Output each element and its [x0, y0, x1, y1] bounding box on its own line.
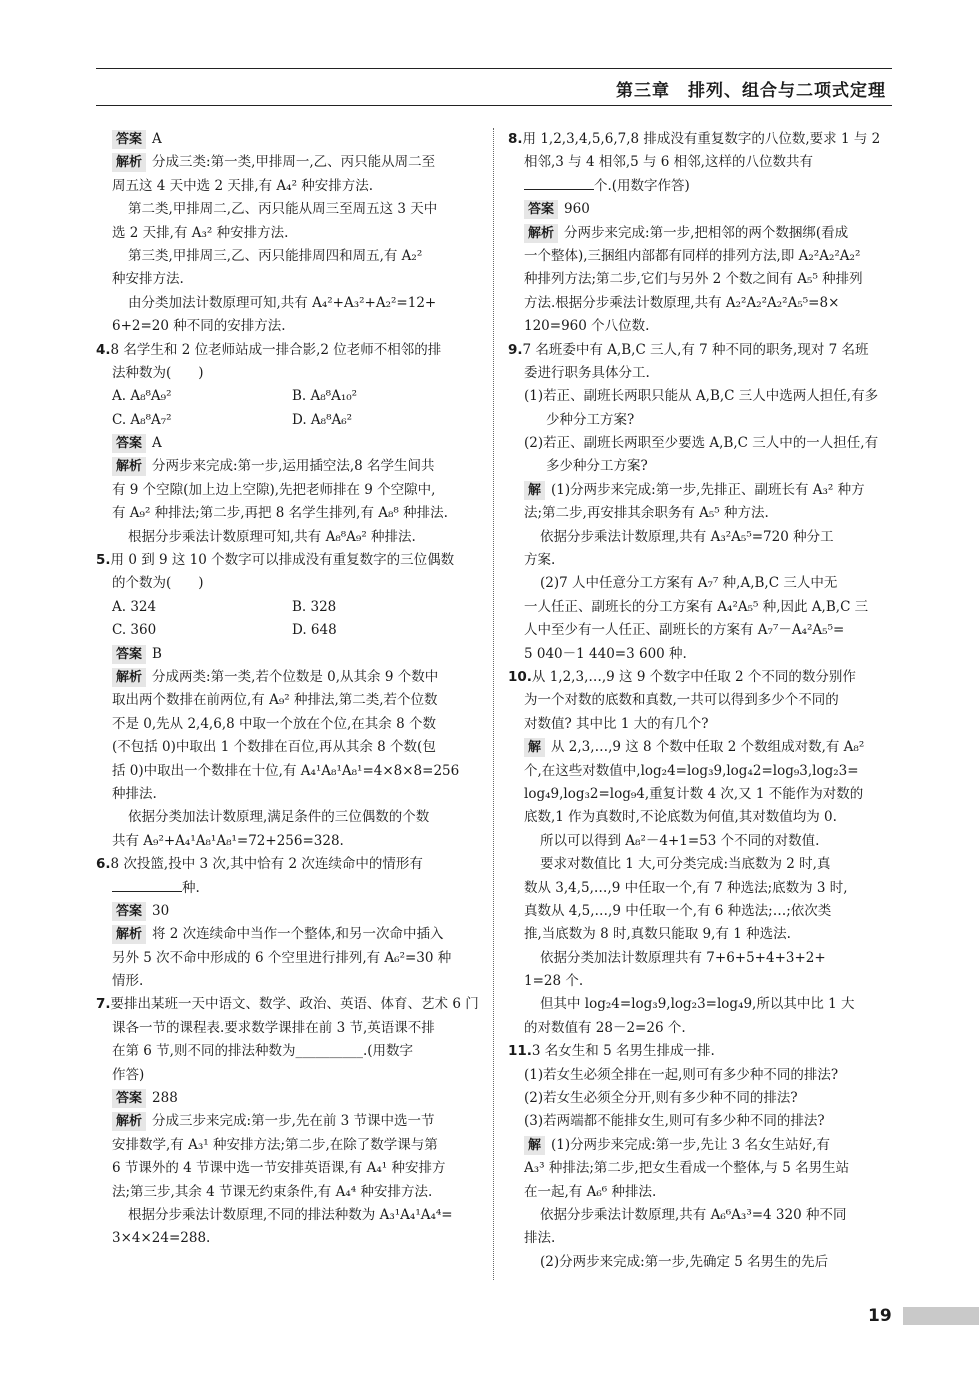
text-line — [96, 900, 480, 923]
question-number: 8. — [508, 131, 523, 147]
text-line — [96, 877, 480, 900]
text-line — [96, 198, 480, 221]
line-text: 960 — [564, 201, 590, 218]
line-text: 依据分类加法计数原理,满足条件的三位偶数的个数 — [128, 809, 430, 826]
line-text: 3×4×24=288. — [112, 1230, 211, 1247]
line-text: 第三类,甲排周三,乙、丙只能排周四和周五,有 A₂² — [128, 247, 423, 264]
line-text: 种. — [182, 879, 200, 896]
line-text: 种排列方法;第二步,它们与另外 2 个数之间有 A₅⁵ 种排列 — [524, 271, 863, 288]
text-line — [96, 619, 480, 642]
line-text: 1=28 个. — [524, 973, 584, 990]
line-text: 要求对数值比 1 大,可分类完成:当底数为 2 时,真 — [540, 856, 831, 873]
line-text: 分两步来完成:第一步,把相邻的两个数捆绑(看成 — [564, 224, 849, 241]
text-line — [508, 596, 894, 619]
text-line — [508, 1017, 894, 1040]
line-text: 根据分步乘法计数原理可知,共有 A₈⁸A₉² 种排法. — [128, 528, 416, 545]
text-line — [508, 268, 894, 291]
text-line — [508, 619, 894, 642]
line-text: 括 0)中取出一个数排在十位,有 A₄¹A₈¹A₈¹=4×8×8=256 — [112, 762, 460, 779]
question-number: 11. — [508, 1043, 532, 1060]
choice-option: A. 324 — [112, 598, 157, 615]
text-line — [96, 409, 480, 432]
line-text: 依据分步乘法计数原理,共有 A₃²A₅⁵=720 种分工 — [540, 528, 834, 545]
line-text: 8 次投篮,投中 3 次,其中恰有 2 次连续命中的情形有 — [110, 856, 423, 873]
text-line — [508, 245, 894, 268]
line-text: 课各一节的课程表.要求数学课排在前 3 节,英语课不排 — [112, 1019, 435, 1036]
line-text: 从 1,2,3,…,9 这 9 个数字中任取 2 个不同的数分别作 — [531, 668, 856, 685]
text-line — [508, 1204, 894, 1227]
chapter-title: 第三章 排列、组合与二项式定理 — [616, 81, 886, 101]
text-line — [508, 689, 894, 712]
text-line — [508, 1064, 894, 1087]
line-text: A — [152, 131, 162, 147]
left-column — [96, 128, 480, 1251]
line-text: 但其中 log₂4=log₃9,log₂3=log₄9,所以其中比 1 大 — [540, 996, 855, 1013]
line-text: 288 — [152, 1090, 178, 1107]
text-line — [508, 877, 894, 900]
line-text: 种排法. — [112, 785, 157, 802]
text-line — [96, 736, 480, 759]
line-text: 另外 5 次不命中形成的 6 个空里进行排列,有 A₆²=30 种 — [112, 949, 452, 966]
line-text: 30 — [152, 902, 170, 919]
line-text: 真数从 4,5,…,9 中任取一个,有 6 种选法;…;依次类 — [524, 902, 832, 919]
line-text: (1)分两步来完成:第一步,先排正、副班长有 A₃² 种方 — [551, 481, 865, 498]
line-text: 依据分类加法计数原理共有 7+6+5+4+3+2+ — [540, 949, 826, 966]
line-text: 法;第三步,其余 4 节课无约束条件,有 A₄⁴ 种安排方法. — [112, 1183, 433, 1200]
line-text: 推,当底数为 8 时,真数只能取 9,有 1 种选法. — [524, 926, 791, 943]
text-line — [508, 806, 894, 829]
text-line — [508, 1087, 894, 1110]
text-line — [508, 385, 894, 408]
label-tag: 解析 — [112, 1112, 146, 1131]
text-line — [96, 947, 480, 970]
text-line — [96, 1204, 480, 1227]
line-text: A — [152, 435, 162, 452]
text-line — [96, 549, 480, 572]
line-text: (1)分两步来完成:第一步,先让 3 名女生站好,有 — [551, 1136, 830, 1153]
line-text: 分两步来完成:第一步,运用插空法,8 名学生间共 — [152, 458, 435, 475]
text-line — [508, 222, 894, 245]
text-line — [508, 455, 894, 478]
text-line — [96, 713, 480, 736]
question-number: 4. — [96, 341, 111, 358]
right-column — [508, 128, 894, 1274]
line-text: 在一起,有 A₆⁶ 种排法. — [524, 1183, 657, 1200]
line-text: 底数,1 作为真数时,不论底数为何值,其对数值均为 0. — [524, 809, 837, 826]
line-text: 法种数为( ) — [112, 364, 204, 381]
question-number: 5. — [96, 552, 111, 569]
text-line — [508, 151, 894, 174]
line-text: 8 名学生和 2 位老师站成一排合影,2 位老师不相邻的排 — [110, 341, 442, 358]
line-text: 委进行职务具体分工. — [524, 364, 650, 381]
text-line — [96, 268, 480, 291]
text-line — [508, 853, 894, 876]
label-tag: 答案 — [112, 130, 146, 149]
text-line — [508, 1227, 894, 1250]
line-text: 有 9 个空隙(加上边上空隙),先把老师排在 9 个空隙中, — [112, 481, 436, 498]
column-divider — [493, 128, 494, 1280]
text-line — [96, 806, 480, 829]
text-line — [508, 549, 894, 572]
line-text: 从 2,3,…,9 这 8 个数中任取 2 个数组成对数,有 A₈² — [551, 739, 865, 756]
text-line — [96, 596, 480, 619]
text-line — [96, 455, 480, 478]
line-text: 数从 3,4,5,…,9 中任取一个,有 7 种选法;底数为 3 时, — [524, 879, 848, 896]
line-text: 为一个对数的底数和真数,一共可以得到多少个不同的 — [524, 692, 839, 709]
choice-option: B. A₈⁸A₁₀² — [292, 388, 358, 405]
text-line — [96, 175, 480, 198]
text-line — [96, 1017, 480, 1040]
label-tag: 答案 — [112, 434, 146, 453]
text-line — [96, 128, 480, 151]
line-text: (2)若女生必须全分开,则有多少种不同的排法? — [524, 1090, 798, 1107]
text-line — [96, 1064, 480, 1087]
text-line — [96, 830, 480, 853]
text-line — [96, 783, 480, 806]
text-line — [508, 993, 894, 1016]
page-header — [96, 68, 892, 106]
line-text: 个.(用数字作答) — [594, 177, 690, 194]
text-line — [96, 1181, 480, 1204]
text-line — [96, 1087, 480, 1110]
line-text: 在第 6 节,则不同的排法种数为__________.(用数字 — [112, 1043, 414, 1060]
label-tag: 解析 — [112, 668, 146, 687]
text-line — [96, 362, 480, 385]
line-text: 用 0 到 9 这 10 个数字可以排成没有重复数字的三位偶数 — [110, 552, 455, 569]
label-tag: 解析 — [524, 224, 558, 243]
text-line — [96, 1227, 480, 1250]
text-line — [96, 853, 480, 876]
text-line — [508, 362, 894, 385]
label-tag: 答案 — [112, 902, 146, 921]
line-text: (2)7 人中任意分工方案有 A₇⁷ 种,A,B,C 三人中无 — [540, 575, 838, 592]
question-number: 7. — [96, 996, 111, 1013]
line-text: 种安排方法. — [112, 271, 184, 288]
text-line — [508, 947, 894, 970]
line-text: (1)若女生必须全排在一起,则可有多少种不同的排法? — [524, 1066, 839, 1083]
line-text: 有 A₉² 种排法;第二步,再把 8 名学生排列,有 A₈⁸ 种排法. — [112, 505, 448, 522]
line-text: 相邻,3 与 4 相邻,5 与 6 相邻,这样的八位数共有 — [524, 154, 813, 171]
text-line — [96, 479, 480, 502]
text-line — [96, 572, 480, 595]
line-text: 分成两类:第一类,若个位数是 0,从其余 9 个数中 — [152, 668, 439, 685]
text-line — [96, 432, 480, 455]
text-line — [508, 526, 894, 549]
text-line — [96, 292, 480, 315]
text-line — [508, 175, 894, 198]
fill-blank — [112, 877, 182, 892]
line-text: 分成三类:第一类,甲排周一,乙、丙只能从周二至 — [152, 154, 436, 171]
text-line — [96, 1040, 480, 1063]
text-line — [508, 643, 894, 666]
line-text: (2)分两步来完成:第一步,先确定 5 名男生的先后 — [540, 1253, 829, 1270]
line-text: 所以可以得到 A₈²－4+1=53 个不同的对数值. — [540, 832, 820, 849]
line-text: 法;第二步,再安排其余职务有 A₅⁵ 种方法. — [524, 505, 769, 522]
line-text: 要排出某班一天中语文、数学、政治、英语、体育、艺术 6 门 — [110, 996, 479, 1013]
line-text: 排法. — [524, 1230, 556, 1247]
line-text: 根据分步乘法计数原理,不同的排法种数为 A₃¹A₄¹A₄⁴= — [128, 1206, 453, 1223]
text-line — [508, 666, 894, 689]
text-line — [96, 315, 480, 338]
text-line — [96, 643, 480, 666]
line-text: 情形. — [112, 973, 144, 990]
text-line — [96, 151, 480, 174]
line-text: 5 040－1 440=3 600 种. — [524, 645, 687, 662]
page-number: 19 — [868, 1306, 892, 1326]
line-text: 一人任正、副班长的分工方案有 A₄²A₅⁵ 种,因此 A,B,C 三 — [524, 598, 869, 615]
text-line — [96, 1157, 480, 1180]
choice-option: D. 648 — [292, 622, 337, 639]
question-number: 9. — [508, 341, 523, 358]
text-line — [508, 1134, 894, 1157]
line-text: 的个数为( ) — [112, 575, 204, 592]
fill-blank — [524, 175, 594, 190]
line-text: 取出两个数排在前两位,有 A₉² 种排法,第二类,若个位数 — [112, 692, 438, 709]
text-line — [508, 736, 894, 759]
page-number-bar — [903, 1307, 979, 1325]
text-line — [508, 479, 894, 502]
line-text: 方法.根据分步乘法计数原理,共有 A₂²A₂²A₂²A₅⁵=8× — [524, 294, 840, 311]
line-text: 6+2=20 种不同的安排方法. — [112, 318, 286, 335]
text-line — [96, 385, 480, 408]
text-line — [96, 1134, 480, 1157]
text-line — [96, 245, 480, 268]
text-line — [508, 1251, 894, 1274]
line-text: 选 2 天排,有 A₃² 种安排方法. — [112, 224, 289, 241]
line-text: 多少种分工方案? — [546, 458, 648, 475]
line-text: 由分类加法计数原理可知,共有 A₄²+A₃²+A₂²=12+ — [128, 294, 437, 311]
label-tag: 解析 — [112, 925, 146, 944]
line-text: 人中至少有一人任正、副班长的方案有 A₇⁷－A₄²A₅⁵= — [524, 622, 845, 639]
text-line — [96, 689, 480, 712]
line-text: 将 2 次连续命中当作一个整体,和另一次命中插入 — [152, 926, 444, 943]
text-line — [508, 502, 894, 525]
text-line — [508, 292, 894, 315]
text-line — [508, 783, 894, 806]
label-tag: 答案 — [524, 200, 558, 219]
label-tag: 解析 — [112, 457, 146, 476]
line-text: A₃³ 种排法;第二步,把女生看成一个整体,与 5 名男生站 — [524, 1160, 850, 1177]
line-text: 6 节课外的 4 节课中选一节安排英语课,有 A₄¹ 种安排方 — [112, 1160, 446, 1177]
line-text: 120=960 个八位数. — [524, 318, 650, 335]
text-line — [96, 970, 480, 993]
text-line — [96, 339, 480, 362]
text-line — [96, 760, 480, 783]
text-line — [96, 222, 480, 245]
label-tag: 解 — [524, 738, 545, 757]
text-line — [508, 315, 894, 338]
question-number: 6. — [96, 856, 111, 873]
text-line — [96, 923, 480, 946]
question-number: 10. — [508, 668, 532, 685]
line-text: 个,在这些对数值中,log₂4=log₃9,log₄2=log₉3,log₂3= — [524, 762, 859, 779]
line-text: log₄9,log₃2=log₉4,重复计数 4 次,又 1 不能作为对数的 — [524, 785, 864, 802]
line-text: (2)若正、副班长两职至少要选 A,B,C 三人中的一人担任,有 — [524, 435, 879, 452]
line-text: 共有 A₉²+A₄¹A₈¹A₈¹=72+256=328. — [112, 832, 344, 849]
text-line — [508, 1110, 894, 1133]
text-line — [508, 409, 894, 432]
line-text: 的对数值有 28－2=26 个. — [524, 1019, 686, 1036]
line-text: 7 名班委中有 A,B,C 三人,有 7 种不同的职务,现对 7 名班 — [522, 341, 869, 358]
choice-option: D. A₈⁸A₆² — [292, 411, 353, 428]
text-line — [508, 572, 894, 595]
text-line — [508, 128, 894, 151]
line-text: 分成三步来完成:第一步,先在前 3 节课中选一节 — [152, 1113, 435, 1130]
line-text: 方案. — [524, 552, 556, 569]
line-text: B — [152, 645, 162, 662]
text-line — [96, 993, 480, 1016]
line-text: 依据分步乘法计数原理,共有 A₆⁶A₃³=4 320 种不同 — [540, 1206, 847, 1223]
choice-option: A. A₈⁸A₉² — [112, 388, 172, 405]
label-tag: 解析 — [112, 153, 146, 172]
line-text: (1)若正、副班长两职只能从 A,B,C 三人中选两人担任,有多 — [524, 388, 879, 405]
text-line — [508, 970, 894, 993]
line-text: (不包括 0)中取出 1 个数排在百位,再从其余 8 个数(包 — [112, 739, 436, 756]
choice-option: C. 360 — [112, 622, 157, 639]
text-line — [508, 760, 894, 783]
line-text: 一个整体),三捆组内部都有同样的排列方法,即 A₂²A₂²A₂² — [524, 247, 861, 264]
text-line — [96, 666, 480, 689]
line-text: 用 1,2,3,4,5,6,7,8 排成没有重复数字的八位数,要求 1 与 2 — [522, 131, 881, 147]
text-line — [508, 900, 894, 923]
label-tag: 答案 — [112, 1089, 146, 1108]
line-text: 安排数学,有 A₃¹ 种安排方法;第二步,在除了数学课与第 — [112, 1136, 438, 1153]
text-line — [96, 1110, 480, 1133]
line-text: 周五这 4 天中选 2 天排,有 A₄² 种安排方法. — [112, 177, 374, 194]
label-tag: 解 — [524, 481, 545, 500]
text-line — [508, 713, 894, 736]
text-line — [508, 923, 894, 946]
choice-option: C. A₈⁸A₇² — [112, 411, 172, 428]
line-text: 作答) — [112, 1066, 145, 1083]
line-text: 对数值? 其中比 1 大的有几个? — [524, 715, 709, 732]
text-line — [96, 502, 480, 525]
text-line — [508, 432, 894, 455]
label-tag: 解 — [524, 1136, 545, 1155]
text-line — [508, 1040, 894, 1063]
line-text: (3)若两端都不能排女生,则可有多少种不同的排法? — [524, 1113, 825, 1130]
label-tag: 答案 — [112, 645, 146, 664]
choice-option: B. 328 — [292, 598, 337, 615]
text-line — [508, 198, 894, 221]
line-text: 3 名女生和 5 名男生排成一排. — [531, 1043, 715, 1060]
text-line — [96, 526, 480, 549]
text-line — [508, 1181, 894, 1204]
line-text: 第二类,甲排周二,乙、丙只能从周三至周五这 3 天中 — [128, 201, 438, 218]
line-text: 少种分工方案? — [546, 411, 635, 428]
text-line — [508, 1157, 894, 1180]
line-text: 不是 0,先从 2,4,6,8 中取一个放在个位,在其余 8 个数 — [112, 715, 436, 732]
text-line — [508, 339, 894, 362]
text-line — [508, 830, 894, 853]
